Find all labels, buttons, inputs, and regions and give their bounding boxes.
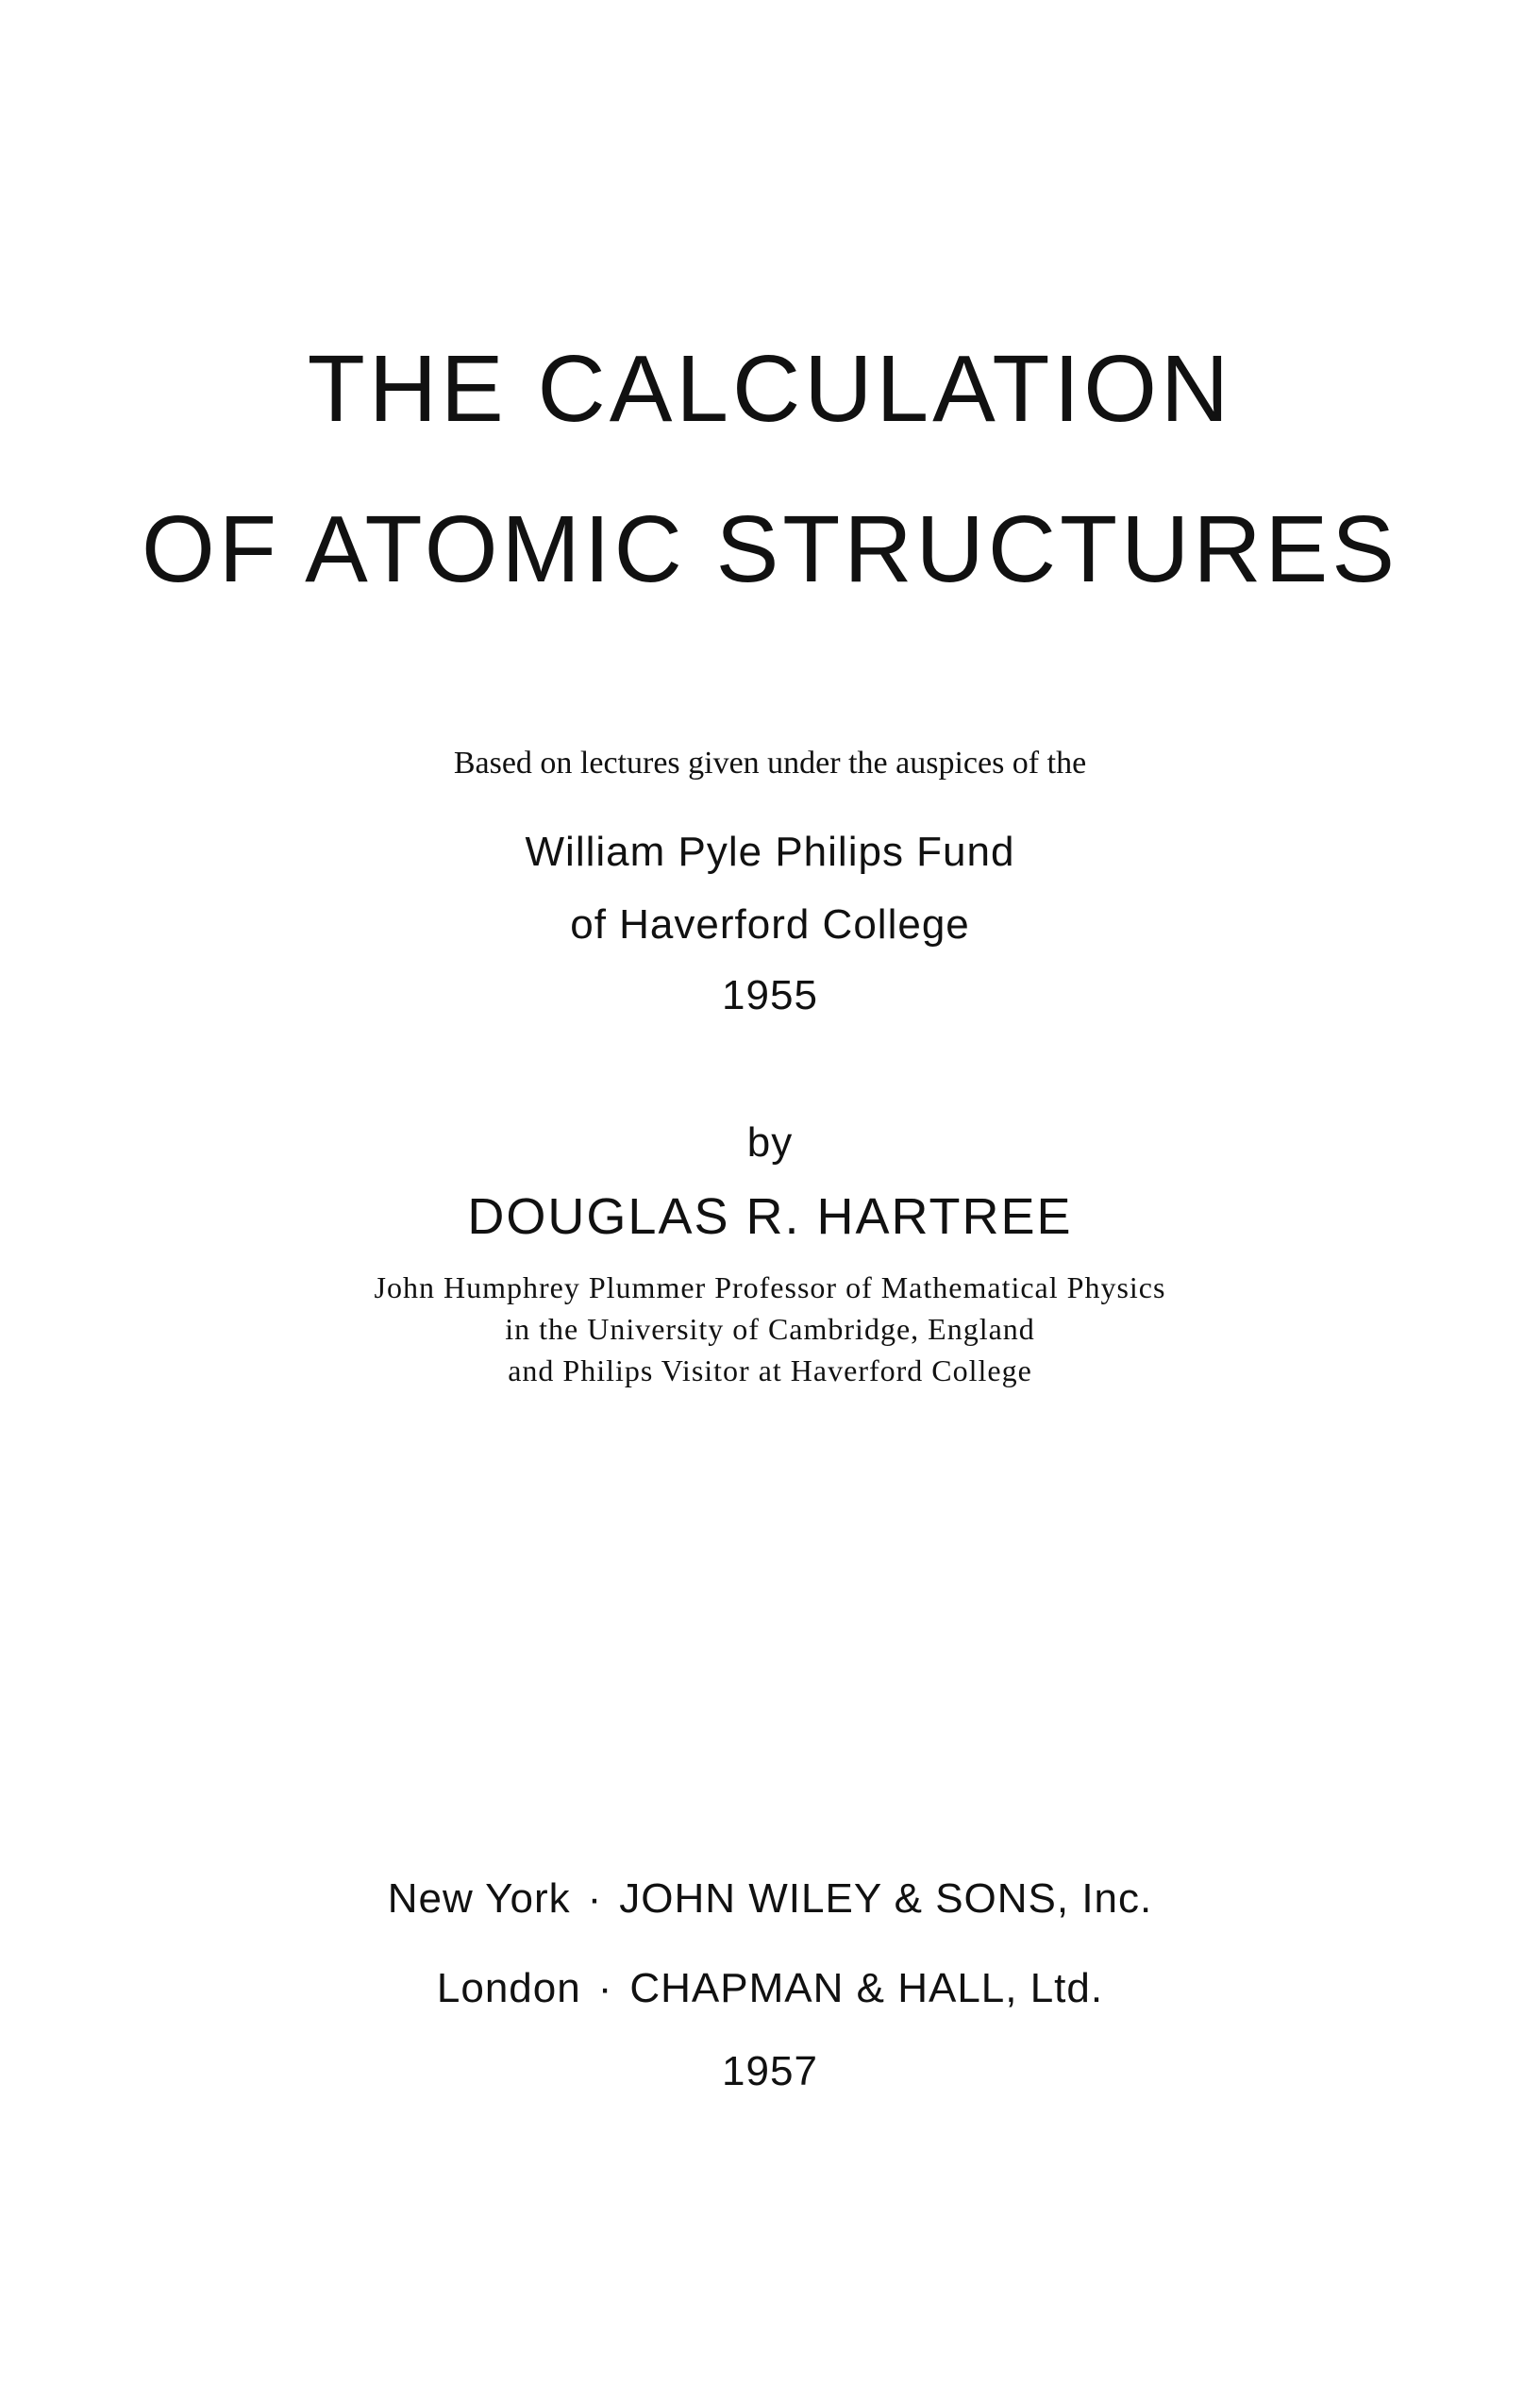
imprint-publisher: CHAPMAN & HALL, Ltd. <box>629 1965 1104 2011</box>
imprint-city: New York <box>387 1875 571 1922</box>
imprint-row-new-york <box>0 1875 1540 1923</box>
author-affiliation-line-3: and Philips Visitor at Haverford College <box>508 1353 1032 1387</box>
imprint-separator: · <box>587 1875 603 1922</box>
book-title-line-2: OF ATOMIC STRUCTURES <box>142 496 1398 602</box>
imprint-year: 1957 <box>722 2048 818 2094</box>
by-label: by <box>746 1119 794 1166</box>
imprint-row-london <box>0 1965 1540 2012</box>
imprint-separator: · <box>597 1965 613 2011</box>
author-affiliation-line-2: in the University of Cambridge, England <box>505 1312 1035 1346</box>
lectures-year: 1955 <box>722 972 818 1018</box>
lectures-intro: Based on lectures given under the auspices of the <box>453 746 1087 781</box>
author-name: DOUGLAS R. HARTREE <box>467 1188 1073 1245</box>
book-title-line-1: THE CALCULATION <box>307 336 1233 442</box>
author-affiliation-line-1: John Humphrey Plummer Professor of Mathematical Physics <box>374 1270 1166 1304</box>
imprint-publisher: JOHN WILEY & SONS, Inc. <box>619 1875 1153 1922</box>
fund-name: William Pyle Philips Fund <box>525 829 1015 875</box>
imprint-city: London <box>436 1965 581 2011</box>
college-name: of Haverford College <box>570 901 970 948</box>
